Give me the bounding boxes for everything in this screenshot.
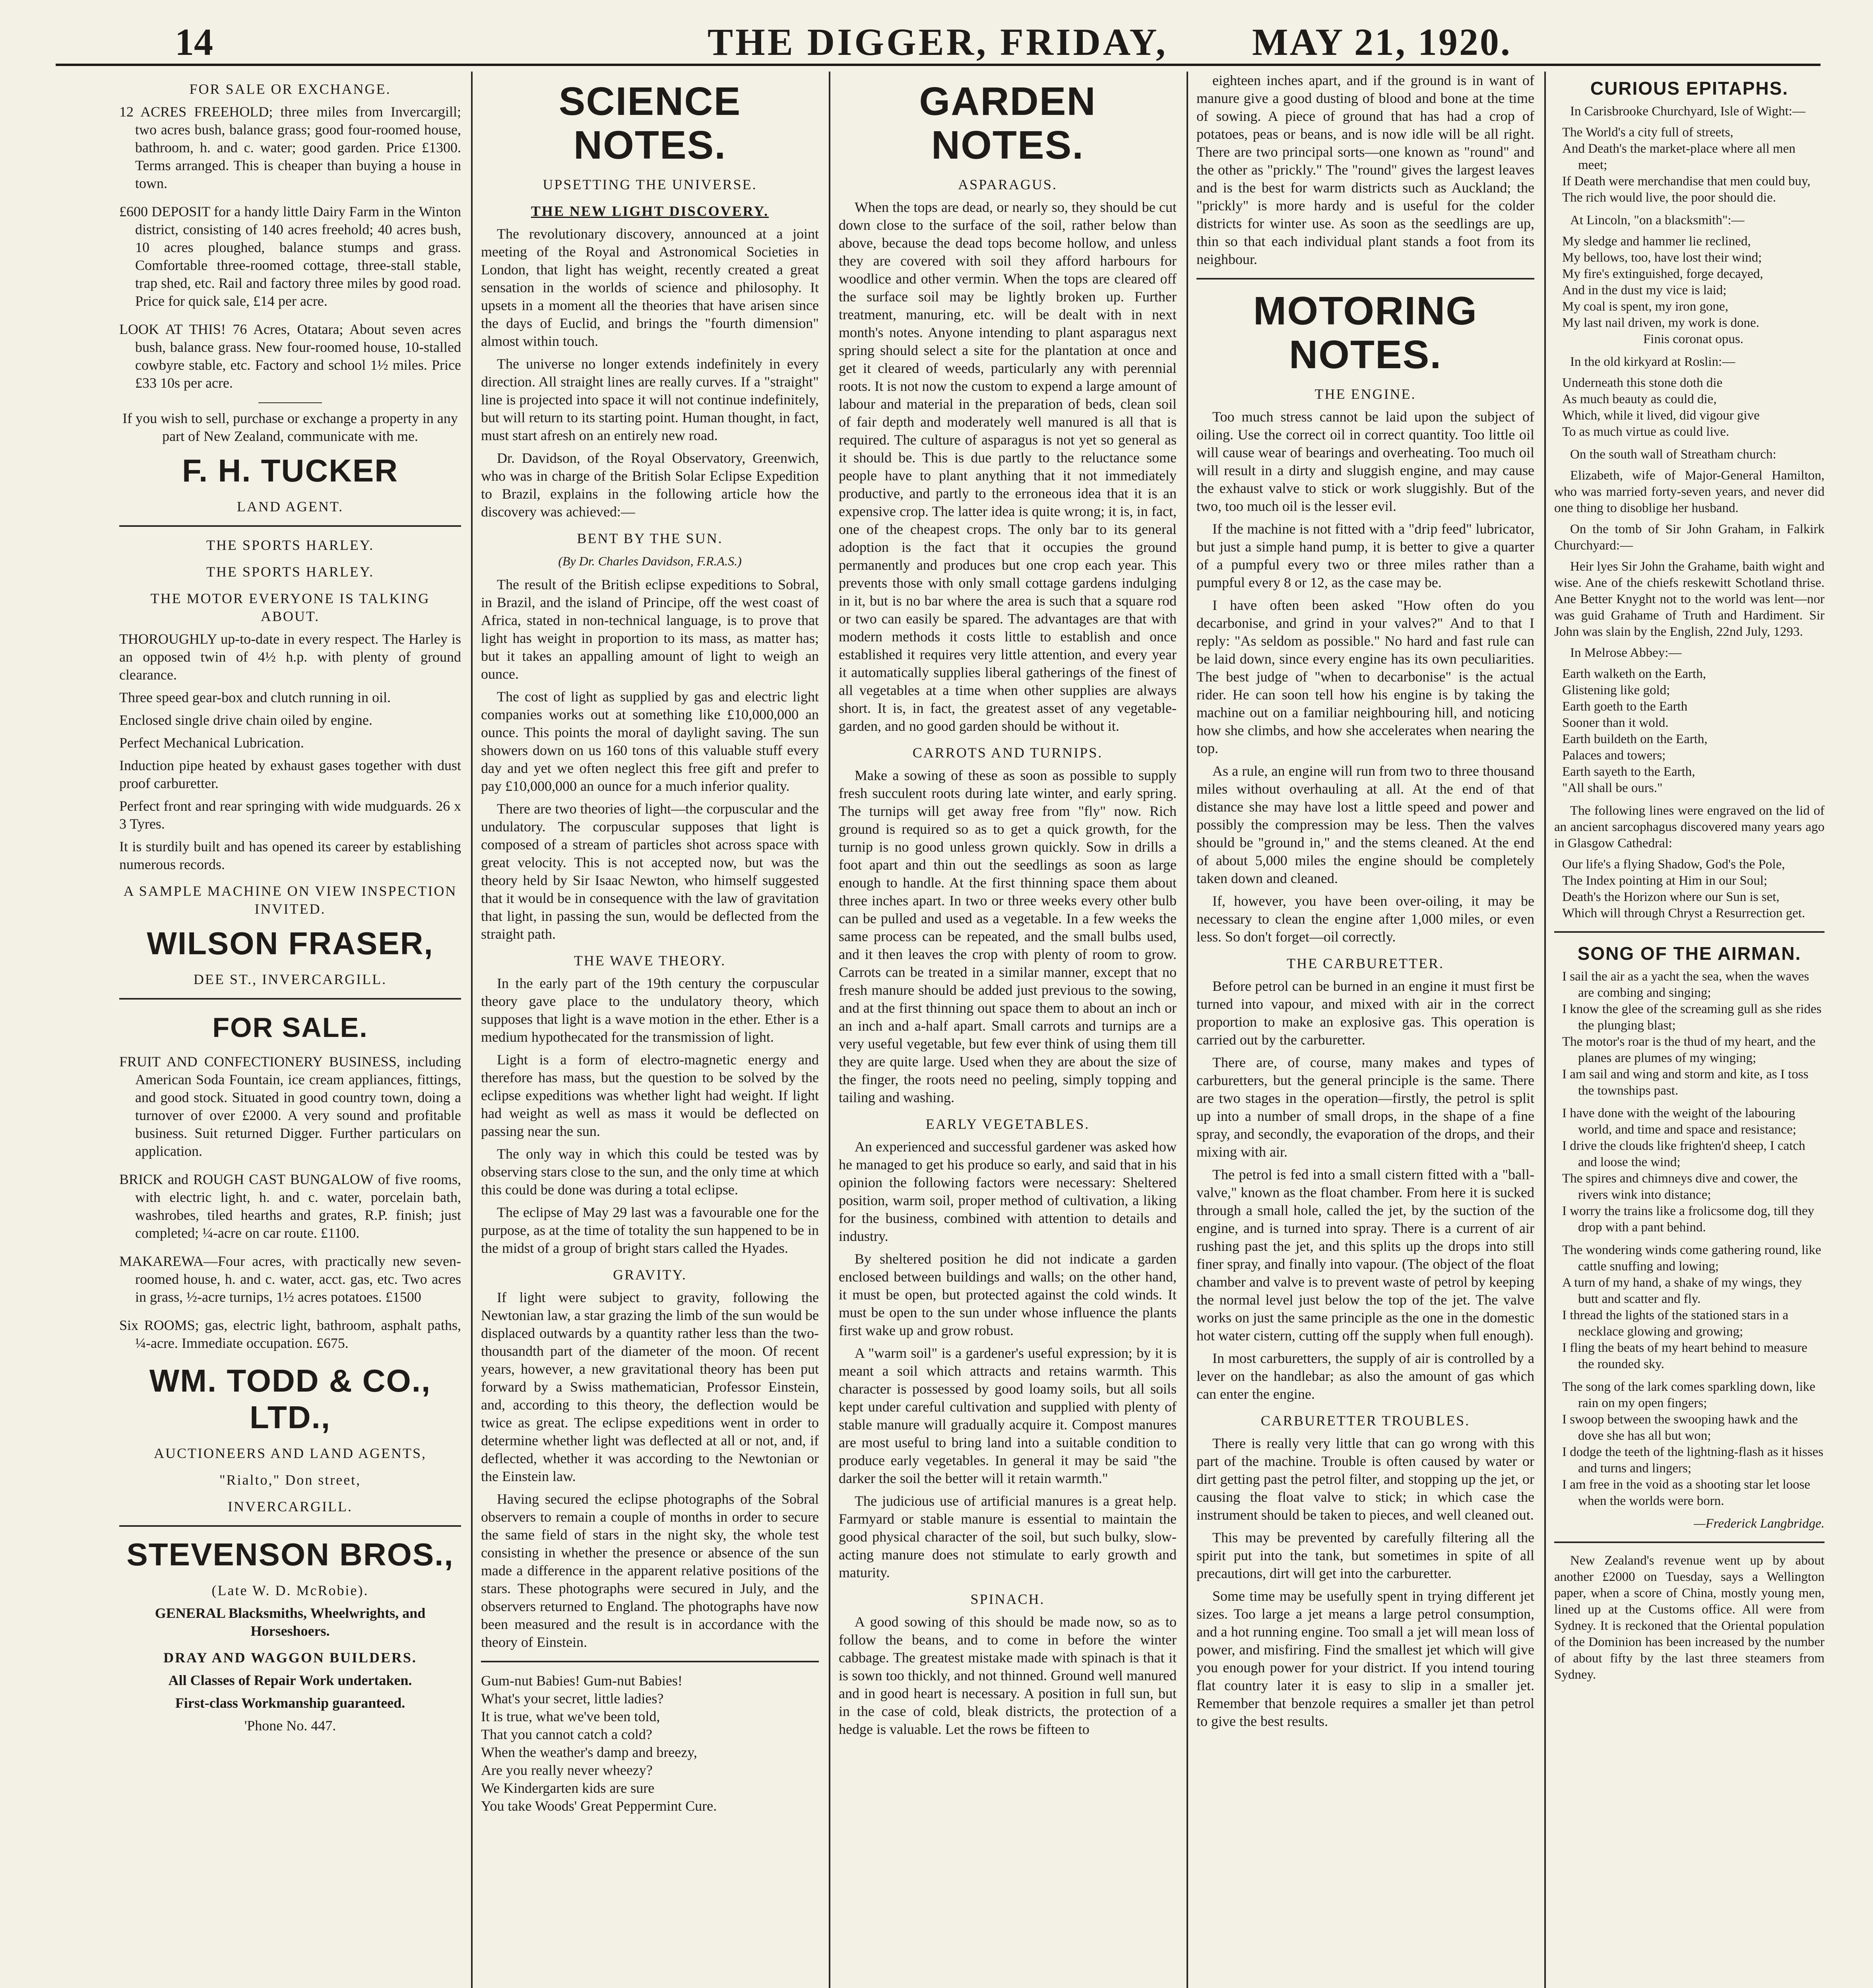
ad-listing: FRUIT AND CONFECTIONERY BUSINESS, including American Soda Fountain, ice cream appliances, fittings, and good stock. Situated in good country town, doing a turnover of over £2000. A very sound and profitable business. Suit returned Digger. Further particulars on application.	[119, 1054, 461, 1159]
column-advertisements	[119, 72, 461, 1988]
airman-stanza	[1554, 1242, 1825, 1373]
paragraph: Dr. Davidson, of the Royal Observatory, Greenwich, who was in charge of the British Solar Eclipse Expedition to Brazil, explains in the following article how the discovery was achieved:—	[481, 450, 819, 520]
epitaph-text: Heir lyes Sir John the Grahame, baith wight and wise. Ane of the chiefs reskewitt Schotland thrise. Ane Better Knyght not to the world was lent—nor was guid Grahame of Truth and Hardiment. Sir John was slain by the English, 22nd July, 1293.	[1554, 559, 1825, 639]
poem-line: That you cannot catch a cold?	[481, 1726, 652, 1742]
paragraph: New Zealand's revenue went up by about another £2000 on Tuesday, says a Wellington paper, when a score of China, mostly young men, lined up at the Customs office. All were from Sydney. It is reckoned that the Oriental population of the Dominion has been increased by the number of about fifty by the last three steamers from Sydney.	[1554, 1553, 1825, 1682]
paragraph: Make a sowing of these as soon as possible to supply fresh succulent roots during late winter, and early spring. The turnips will get away free from "fly" now. Rich ground is required so as to get a quick growth, for the turnip is no good unless grown quickly. Sow in drills a foot apart and thin out the seedlings as soon as large enough to handle. At the first thinning space them about three inches apart. In two or three weeks every other bulb can be pulled and used as a vegetable. In a few weeks the same process can be repeated, and the small bulbs used, and it then leaves the crop with plenty of room to grow. Carrots can be treated in a similar manner, except that no fresh manure should be added just previous to the sowing, and at the first thinning out space them to about an inch or an inch and a-half apart. Small carrots and turnips are a very useful vegetable, but few ever think of using them till they are quite large. Used when they are about the size of the finger, the roots need no peeling, simply topping and tailing and washing.	[839, 767, 1177, 1105]
verse-line: Earth buildeth on the Earth,	[1562, 732, 1708, 746]
paragraph: Some time may be usefully spent in trying different jet sizes. Too large a jet means a large petrol consumption, and a hot running engine. Too small a jet will mean loss of power, and misfiring. Find the smallest jet which will give you enough power for your district. If you intend touring flat country later it is easy to slip in a smaller jet. Remember that benzole requires a smaller jet than petrol to give the best results.	[1196, 1588, 1534, 1729]
newspaper-title: THE DIGGER, FRIDAY,	[708, 21, 1168, 63]
verse-line: Earth goeth to the Earth	[1562, 699, 1688, 714]
paragraph: There are, of course, many makes and types of carburetters, but the general principle is the same. There are two stages in the operation—firstly, the petrol is split up into a number of small drops, in the shape of a fine spray, and secondly, the evaporation of the drops, and their mixing with air.	[1196, 1054, 1534, 1160]
epitaph-intro: In Melrose Abbey:—	[1570, 646, 1682, 660]
poem-line: When the weather's damp and breezy,	[481, 1744, 697, 1760]
column-divider	[1187, 72, 1188, 1988]
song-of-the-airman-heading: SONG OF THE AIRMAN.	[1577, 943, 1801, 964]
column-divider	[1544, 72, 1546, 1988]
stevenson-repairs: All Classes of Repair Work undertaken.	[168, 1672, 412, 1688]
verse-line: Earth walketh on the Earth,	[1562, 667, 1706, 681]
ad-listing: £600 DEPOSIT for a handy little Dairy Farm in the Winton district, consisting of 140 acres freehold; 40 acres bush, 10 acres ploughed, balance stumps and grass. Comfortable three-roomed cottage, three-stall stable, trap shed, etc. Rail and factory three miles by good road. Price for quick sale, £14 per acre.	[119, 204, 461, 309]
verse-line: My fire's extinguished, forge decayed,	[1562, 267, 1763, 281]
airman-stanza	[1554, 969, 1825, 1099]
ad-listing: LOOK AT THIS! 76 Acres, Otatara; About seven acres bush, balance grass. New four-roomed house, 10-stalled cowbyre stable, etc. Factory and school 1½ miles. Price £33 10s per acre.	[119, 321, 461, 391]
todd-address: "Rialto," Don street,	[219, 1472, 361, 1488]
harley-heading: THE SPORTS HARLEY.	[206, 537, 374, 553]
column-divider	[829, 72, 830, 1988]
harley-feature: Perfect Mechanical Lubrication.	[119, 735, 304, 751]
harley-feature: Perfect front and rear springing with wide mudguards. 26 x 3 Tyres.	[119, 798, 461, 832]
verse-line: I am sail and wing and storm and kite, as I toss the townships past.	[1562, 1067, 1809, 1098]
harley-feature: Enclosed single drive chain oiled by engine.	[119, 712, 372, 728]
verse-line: I thread the lights of the stationed stars in a necklace glowing and growing;	[1562, 1308, 1789, 1339]
verse-line: I swoop between the swooping hawk and the dove she has all but won;	[1562, 1412, 1798, 1443]
stevenson-builders: DRAY AND WAGGON BUILDERS.	[163, 1650, 417, 1666]
verse-line: "All shall be ours."	[1562, 781, 1663, 795]
verse-line: The World's a city full of streets,	[1562, 125, 1733, 140]
purchase-note: If you wish to sell, purchase or exchange a property in any part of New Zealand, communicate with me.	[122, 410, 458, 444]
page-number: 14	[175, 21, 213, 63]
epitaph-verse	[1554, 666, 1825, 796]
epitaph-intro: On the south wall of Streatham church:	[1570, 447, 1776, 462]
verse-line: The spires and chimneys dive and cower, the rivers wink into distance;	[1562, 1171, 1798, 1202]
verse-line: Our life's a flying Shadow, God's the Pole,	[1562, 857, 1785, 872]
paragraph: The result of the British eclipse expeditions to Sobral, in Brazil, and the island of Principe, off the west coast of Africa, stated in non-technical language, is to prove that light has weight in proportion to its mass, as matter has; but it takes an appalling amount of light to weigh an ounce.	[481, 577, 819, 682]
verse-line: I fling the beats of my heart behind to measure the rounded sky.	[1562, 1341, 1807, 1371]
verse-line: I am free in the void as a shooting star let loose when the worlds were born.	[1562, 1477, 1811, 1508]
curious-epitaphs-heading: CURIOUS EPITAPHS.	[1590, 78, 1789, 99]
stevenson-guarantee: First-class Workmanship guaranteed.	[175, 1695, 405, 1711]
verse-line: The wondering winds come gathering round, like cattle snuffing and lowing;	[1562, 1243, 1821, 1274]
verse-line: Death's the Horizon where our Sun is set,	[1562, 890, 1780, 904]
paragraph: If, however, you have been over-oiling, it may be necessary to clean the engine after 1,000 miles, or even less. So don't forget—oil correctly.	[1196, 893, 1534, 945]
paragraph: As a rule, an engine will run from two to three thousand miles without overhauling at all. At the end of that distance she may have lost a little speed and power and possibly the compression may be less. Then the valves should be "ground in," and the stems cleaned. At the end of about 5,000 miles the engine should be completely taken down and cleaned.	[1196, 763, 1534, 886]
paragraph: There is really very little that can go wrong with this part of the machine. Trouble is often caused by water or dirt getting past the petrol filter, and stopping up the jet, or causing the float valve to stick; in which case the instrument should be taken to pieces, and well cleaned out.	[1196, 1435, 1534, 1523]
verse-line: Underneath this stone doth die	[1562, 376, 1723, 390]
verse-line: To as much virtue as could live.	[1562, 425, 1730, 439]
verse-line: My coal is spent, my iron gone,	[1562, 299, 1728, 314]
epitaph-intro: In Carisbrooke Churchyard, Isle of Wight:—	[1570, 104, 1805, 118]
verse-line: Sooner than it wold.	[1562, 716, 1669, 730]
todd-role: AUCTIONEERS AND LAND AGENTS,	[154, 1445, 427, 1461]
verse-line: My bellows, too, have lost their wind;	[1562, 250, 1762, 265]
dealer-address: DEE ST., INVERCARGILL.	[193, 971, 387, 987]
agent-name: F. H. TUCKER	[182, 453, 398, 488]
column-divider	[471, 72, 473, 1988]
verse-line: My sledge and hammer lie reclined,	[1562, 234, 1751, 248]
harley-feature: Three speed gear-box and clutch running in oil.	[119, 689, 391, 705]
todd-name: WM. TODD & CO., LTD.,	[149, 1363, 431, 1435]
epitaph-intro: At Lincoln, "on a blacksmith":—	[1570, 213, 1745, 227]
epitaph-text: Elizabeth, wife of Major-General Hamilton, who was married forty-seven years, and never did one thing to disoblige her husband.	[1554, 468, 1825, 515]
section-heading: CARROTS AND TURNIPS.	[912, 745, 1103, 761]
verse-line: Glistening like gold;	[1562, 683, 1670, 697]
for-sale-exchange-heading: FOR SALE OR EXCHANGE.	[189, 81, 391, 97]
section-heading: EARLY VEGETABLES.	[925, 1116, 1090, 1132]
dealer-name: WILSON FRASER,	[147, 926, 434, 961]
paragraph: In the early part of the 19th century the corpuscular theory gave place to the undulatory theory, which supposes that light is a wave motion in the ether. Ether is a medium hypothecated for the transmission of light.	[481, 975, 819, 1045]
section-heading: THE WAVE THEORY.	[574, 953, 726, 969]
for-sale-heading: FOR SALE.	[212, 1012, 368, 1043]
paragraph: Before petrol can be burned in an engine it must first be turned into vapour, and mixed with air in the correct proportion to make an explosive gas. This operation is carried out by the carburetter.	[1196, 978, 1534, 1048]
epitaph-intro: On the tomb of Sir John Graham, in Falkirk Churchyard:—	[1554, 522, 1825, 553]
section-heading: CARBURETTER TROUBLES.	[1260, 1413, 1470, 1429]
verse-line: I have done with the weight of the labouring world, and time and space and resistance;	[1562, 1106, 1796, 1137]
agent-title: LAND AGENT.	[237, 499, 344, 514]
verse-line: Which will through Chryst a Resurrection get.	[1562, 906, 1805, 920]
paragraph: An experienced and successful gardener was asked how he managed to get his produce so early, and said that in his opinion the following factors were necessary: Sheltered position, warm soil, proper method of cultivation, a liking for the business, combined with attention to details and industry.	[839, 1139, 1177, 1244]
poem-line: We Kindergarten kids are sure	[481, 1780, 655, 1796]
epitaph-verse	[1554, 375, 1825, 440]
ad-listing: BRICK and ROUGH CAST BUNGALOW of five rooms, with electric light, h. and c. water, porcelain bath, washrobes, tiled hearths and grates, R.P. finish; just completed; ¼-acre on car route. £1100.	[119, 1171, 461, 1241]
byline: (By Dr. Charles Davidson, F.R.A.S.)	[558, 554, 742, 568]
verse-line: My last nail driven, my work is done.	[1562, 316, 1759, 330]
verse-line: The rich would live, the poor should die.	[1562, 190, 1776, 205]
poem-author: —Frederick Langbridge.	[1694, 1516, 1825, 1531]
paragraph: The judicious use of artificial manures is a great help. Farmyard or stable manure is essential to maintain the good physical character of the soil, but such bulky, slow-acting manure does not stimulate to early growth and maturity.	[839, 1493, 1177, 1580]
verse-line: I sail the air as a yacht the sea, when the waves are combing and singing;	[1562, 969, 1809, 1000]
paragraph: By sheltered position he did not indicate a garden enclosed between buildings and walls; on the other hand, it must be open, but protected against the cold winds. It must be open to the sun under whose influence the plants first wake up and grow robust.	[839, 1251, 1177, 1338]
verse-line: The Index pointing at Him in our Soul;	[1562, 874, 1768, 888]
ad-listing: 12 ACRES FREEHOLD; three miles from Invercargill; two acres bush, balance grass; good four-roomed house, bathroom, h. and c. water; good garden. Price £1300. Terms arranged. This is cheaper than buying a house in town.	[119, 104, 461, 191]
verse-line: Which, while it lived, did vigour give	[1562, 408, 1760, 423]
column-science-notes	[481, 72, 819, 1988]
verse-line: And in the dust my vice is laid;	[1562, 283, 1727, 297]
paragraph: There are two theories of light—the corpuscular and the undulatory. The corpuscular supposes that light is composed of a stream of particles shot across space with great velocity. This is not accepted now, but was the theory held by Sir Isaac Newton, who himself suggested that it would be in consequence with the law of gravitation that light, in passing the sun, would be deflected from the straight path.	[481, 801, 819, 942]
verse-line: I know the glee of the screaming gull as she rides the plunging blast;	[1562, 1002, 1822, 1033]
column-garden-notes	[839, 72, 1177, 1988]
paragraph: When the tops are dead, or nearly so, they should be cut down close to the surface of the soil, rather below than above, because the dead tops become hollow, and unless they are covered with soil they afford harbours for woodlice and other vermin. When the tops are cleared off the surface soil may be lightly broken up. Further treatment, manuring, etc. will be dealt with in next month's notes. Anyone intending to plant asparagus next spring should select a site for the plantation at once and get it cleared of weeds, particularly any with perennial roots. It is not now the custom to expend a large amount of labour and material in the preparation of beds, clean soil of fair depth and moderately well manured is all that is required. The culture of asparagus is not yet so general as it should be. This is due partly to the reluctance some people have to plant anything that it not immediately productive, and partly to the erroneous idea that it is an expensive crop. The latter idea is quite wrong; it is, in fact, one of the cheapest crops. The only bar to its general adoption is the fact that it occupies the ground permanently and produces but one crop each year. This prevents those with only small cottage gardens indulging in it, but is no bar where the area is such that a square rod or two can easily be spared. The advantages are that with modern methods it costs little to establish and once established it requires very little attention, and every year it automatically supplies liberal gatherings of the finest of all vegetables at a time when other supplies are always short. It is, in fact, the greatest asset of any vegetable-garden, and no good garden should be without it.	[839, 199, 1177, 734]
science-subheading: UPSETTING THE UNIVERSE.	[543, 177, 757, 192]
verse-line: A turn of my hand, a shake of my wings, they butt and scatter and fly.	[1562, 1276, 1802, 1306]
verse-line: Earth sayeth to the Earth,	[1562, 765, 1695, 779]
column-epitaphs	[1554, 72, 1825, 1988]
paragraph: The revolutionary discovery, announced at a joint meeting of the Royal and Astronomical Societies in London, that light has weight, recently created a great sensation in the worlds of science and philosophy. It upsets in a moment all the theories that have arisen since the days of Euclid, and brings the "fourth dimension" almost within touch.	[481, 226, 819, 349]
paragraph: The universe no longer extends indefinitely in every direction. All straight lines are really curves. If a "straight" line is projected into space it will not continue indefinitely, but will return to its starting point. Human thought, in fact, must start afresh on an entirely new road.	[481, 356, 819, 443]
verse-line: The motor's roar is the thud of my heart, and the planes are plumes of my winging;	[1562, 1035, 1816, 1065]
column-motoring-notes	[1196, 72, 1534, 1988]
section-heading: SPINACH.	[970, 1591, 1045, 1607]
paragraph: This may be prevented by carefully filtering all the spirit put into the tank, but sometimes in spite of all precautions, dirt will get into the carburetter.	[1196, 1530, 1534, 1581]
ad-listing: MAKAREWA—Four acres, with practically new seven-roomed house, h. and c. water, acct. gas, etc. Two acres in grass, ½-acre turnips, 1½ acres potatoes. £1500	[119, 1253, 461, 1305]
harley-heading: THE SPORTS HARLEY.	[206, 564, 374, 580]
paragraph: The only way in which this could be tested was by observing stars close to the sun, and the only time at which this could be done was during a total eclipse.	[481, 1146, 819, 1198]
stevenson-name: STEVENSON BROS.,	[126, 1537, 454, 1572]
paragraph: In most carburetters, the supply of air is controlled by a lever on the handlebar; as also the amount of gas which can enter the engine.	[1196, 1350, 1534, 1402]
gum-nut-poem	[481, 1672, 819, 1815]
science-subheading: THE NEW LIGHT DISCOVERY.	[531, 203, 769, 219]
epitaph-intro: In the old kirkyard at Roslin:—	[1570, 355, 1735, 369]
poem-line: It is true, what we've been told,	[481, 1708, 660, 1724]
verse-line: If Death were merchandise that men could buy,	[1562, 174, 1811, 188]
verse-line: I worry the trains like a frolicsome dog, till they drop with a pant behind.	[1562, 1204, 1815, 1235]
issue-date: MAY 21, 1920.	[1252, 21, 1512, 63]
airman-stanza	[1554, 1379, 1825, 1509]
paragraph: eighteen inches apart, and if the ground is in want of manure give a good dusting of blood and bone at the time of sowing. A piece of ground that has had a crop of potatoes, peas or beans, and is now idle will be all right. There are two principal sorts—one known as "round" and the other as "prickly." The "round" gives the largest leaves and is the best for warm districts such as Auckland; the "prickly" is more hardy and is useful for the colder districts for winter use. As soon as the seedlings are up, thin so that each individual plant stands a foot from its neighbour.	[1196, 72, 1534, 267]
section-heading: THE ENGINE.	[1315, 386, 1416, 402]
verse-line: Palaces and towers;	[1562, 748, 1666, 763]
poem-line: Are you really never wheezy?	[481, 1762, 653, 1778]
poem-line: Gum-nut Babies! Gum-nut Babies!	[481, 1673, 683, 1689]
science-notes-heading: SCIENCE NOTES.	[558, 79, 741, 167]
paragraph: Light is a form of electro-magnetic energy and therefore has mass, but the question to be solved by the eclipse expeditions was whether light had weight. If light had weight as well as mass it would be deflected on passing near the sun.	[481, 1052, 819, 1139]
paragraph: I have often been asked "How often do you decarbonise, and grind in your valves?" And to that I reply: "As seldom as possible." No hard and fast rule can be laid down, since every engine has its own peculiarities. The best judge of "when to decarbonise" is the actual rider. He can soon tell how his engine is by taking the machine out on a familiar neighbouring hill, and noticing how she climbs, and how she accelerates when nearing the top.	[1196, 597, 1534, 756]
paragraph: Having secured the eclipse photographs of the Sobral observers to remain a couple of months in order to secure the same field of stars in the night sky, the whole test consisting in whether the presence or absence of the sun made a difference in the apparent relative positions of the stars. These photographs were secured in July, and the observers returned to England. The photographs have now been measured and the result is in accordance with the theory of Einstein.	[481, 1491, 819, 1650]
epitaph-intro: The following lines were engraved on the lid of an ancient sarcophagus discovered many years ago in Glasgow Cathedral:	[1554, 804, 1825, 850]
stevenson-phone: 'Phone No. 447.	[244, 1718, 336, 1734]
harley-feature: Induction pipe heated by exhaust gases together with dust proof carburetter.	[119, 757, 461, 791]
airman-stanza	[1554, 1105, 1825, 1236]
paragraph: The petrol is fed into a small cistern fitted with a "ball-valve," known as the float chamber. From here it is sucked through a small hole, called the jet, by the suction of the engine, and is turned into spray. There is a current of air rushing past the jet, and this splits up the drops into still finer spray, and finally into vapour. (The object of the float chamber and valve is to prevent waste of petrol by keeping the normal level just below the top of the jet. The valve works on just the same principle as the one in the domestic hot water cistern, cutting off the supply when full enough).	[1196, 1167, 1534, 1343]
section-heading: GRAVITY.	[613, 1267, 687, 1283]
paragraph: A good sowing of this should be made now, so as to follow the beans, and to come in before the winter cabbage. The greatest mistake made with spinach is that it is sown too thickly, and not thinned. Ground well manured and in good heart is necessary. A position in full sun, but in the case of cold, bleak districts, the protection of a hedge is valuable. Let the rows be fifteen to	[839, 1614, 1177, 1737]
harley-feature: It is sturdily built and has opened its career by establishing numerous records.	[119, 839, 461, 872]
masthead	[56, 16, 1821, 66]
poem-line: You take Woods' Great Peppermint Cure.	[481, 1798, 717, 1814]
section-heading: ASPARAGUS.	[958, 177, 1057, 192]
epitaph-verse	[1554, 856, 1825, 922]
garden-notes-heading: GARDEN NOTES.	[919, 79, 1096, 167]
paragraph: A "warm soil" is a gardener's useful expression; by it is meant a soil which attracts and retains warmth. This character is possessed by good loamy soils, but all soils kept under careful cultivation and supplied with plenty of stable manure will gradually acquire it. Compost manures are most useful to bring land into a suitable condition to produce early vegetables. In general it may be said "the darker the soil the better will it retain warmth."	[839, 1345, 1177, 1486]
paragraph: The cost of light as supplied by gas and electric light companies works out at something like £10,000,000 an ounce. This points the moral of daylight saving. The sun showers down on us 160 tons of this valuable stuff every day and yet we often neglect this free gift and prefer to pay £10,000,000 an ounce for a much inferior quality.	[481, 689, 819, 794]
epitaph-verse	[1554, 124, 1825, 206]
paragraph: The eclipse of May 29 last was a favourable one for the purpose, as at the time of totality the sun happened to be in the midst of a group of bright stars called the Hyades.	[481, 1204, 819, 1256]
paragraph: If light were subject to gravity, following the Newtonian law, a star grazing the limb of the sun would be displaced outwards by a quantity rather less than the two-thousandth part of the diameter of the moon. Of recent years, however, a new gravitational theory has been put forward by a Swiss mathematician, Professor Einstein, and, according to this theory, the deflection would be twice as great. The eclipse expeditions went in order to determine whether light was deflected at all or not, and, if deflected, whether it was according to the Newtonian or the Einstein law.	[481, 1289, 819, 1484]
ad-listing: Six ROOMS; gas, electric light, bathroom, asphalt paths, ¼-acre. Immediate occupation. £675.	[119, 1317, 461, 1351]
verse-line: Finis coronat opus.	[1643, 332, 1744, 346]
harley-feature: THOROUGHLY up-to-date in every respect. The Harley is an opposed twin of 4½ h.p. with plenty of ground clearance.	[119, 631, 461, 683]
stevenson-trade: GENERAL Blacksmiths, Wheelwrights, and Horseshoers.	[155, 1605, 426, 1639]
paragraph: If the machine is not fitted with a "drip feed" lubricator, but just a simple hand pump, it is better to give a quarter of a pumpful every two or three miles rather than a pumpful every 8 or 12, as the case may be.	[1196, 521, 1534, 590]
verse-line: I dodge the teeth of the lightning-flash as it hisses and turns and lingers;	[1562, 1445, 1824, 1475]
verse-line: I drive the clouds like frighten'd sheep, I catch and loose the wind;	[1562, 1139, 1805, 1169]
section-heading: BENT BY THE SUN.	[577, 530, 723, 546]
verse-line: The song of the lark comes sparkling down, like rain on my open fingers;	[1562, 1380, 1815, 1410]
section-heading: THE CARBURETTER.	[1287, 955, 1444, 971]
sample-notice: A SAMPLE MACHINE ON VIEW INSPECTION INVITED.	[123, 883, 457, 917]
motoring-notes-heading: MOTORING NOTES.	[1253, 289, 1478, 377]
todd-city: INVERCARGILL.	[228, 1499, 353, 1514]
stevenson-late: (Late W. D. McRobie).	[211, 1582, 369, 1598]
verse-line: As much beauty as could die,	[1562, 392, 1717, 406]
paragraph: Too much stress cannot be laid upon the subject of oiling. Use the correct oil in correct quantity. Too little oil will cause wear of bearings and overheating. Too much oil will result in a dirty and sluggish engine, and may cause the exhaust valve to stick or work sluggishly. But of the two, too much oil is the lesser evil.	[1196, 409, 1534, 514]
verse-line: And Death's the market-place where all men meet;	[1562, 142, 1795, 172]
poem-line: What's your secret, little ladies?	[481, 1691, 664, 1706]
epitaph-verse	[1554, 233, 1825, 348]
harley-tagline: THE MOTOR EVERYONE IS TALKING ABOUT.	[150, 590, 430, 624]
